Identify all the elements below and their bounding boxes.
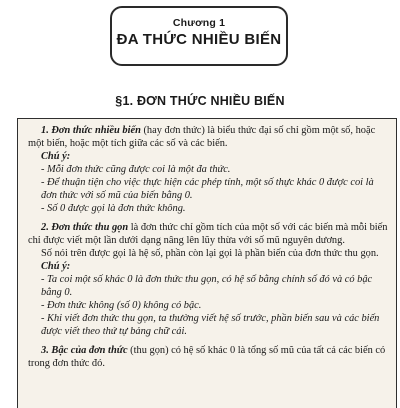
note-2-item-2: - Đơn thức không (số 0) không có bậc. [41,300,202,311]
note-2-item-1: - Ta coi một số khác 0 là đơn thức thu gọn, có hệ số bằng chính số đó và có bậc bằng 0. [41,274,373,298]
note-1-item-3: - Số 0 được gọi là đơn thức không. [41,203,186,214]
definition-1 [28,124,388,150]
definition-2-extra: Số nói trên được gọi là hệ số, phần còn lại gọi là phần biến của đơn thức thu gọn. [41,248,379,259]
chapter-title: ĐA THỨC NHIỀU BIẾN [116,31,282,48]
note-1-item-2: - Để thuận tiện cho việc thực hiện các phép tính, một số thực khác 0 được coi là đơn thức với số mũ của biến bằng 0. [41,177,374,201]
note-1-item-1: - Mỗi đơn thức cũng được coi là một đa thức. [41,164,231,175]
theory-box [17,118,397,408]
definition-3-text: (thu gọn) có hệ số khác 0 là tổng số mũ của tất cả các biến có trong đơn thức đó. [28,345,386,369]
definition-2-text: là đơn thức chỉ gồm tích của một số với các biến mà mỗi biến chỉ được viết một lần dưới dạng nâng lên lũy thừa với số mũ nguyên dương. [28,222,388,246]
note-1-label: Chú ý: [41,151,71,162]
chapter-header-box [110,6,288,66]
term-1: 1. Đơn thức nhiều biến [41,125,141,136]
definition-1-text: (hay đơn thức) là biểu thức đại số chỉ gồm một số, hoặc một biến, hoặc một tích giữa các số và các biến. [28,125,376,149]
definition-3 [28,344,388,370]
note-2-item-3: - Khi viết đơn thức thu gọn, ta thường viết hệ số trước, phần biến sau và các biến được viết theo thứ tự bảng chữ cái. [41,313,380,337]
chapter-label: Chương 1 [172,17,226,29]
definition-2 [28,221,388,247]
note-2-label: Chú ý: [41,261,71,272]
term-2: 2. Đơn thức thu gọn [41,222,129,233]
section-title: §1. ĐƠN THỨC NHIỀU BIẾN [115,94,285,108]
term-3: 3. Bậc của đơn thức [41,345,128,356]
